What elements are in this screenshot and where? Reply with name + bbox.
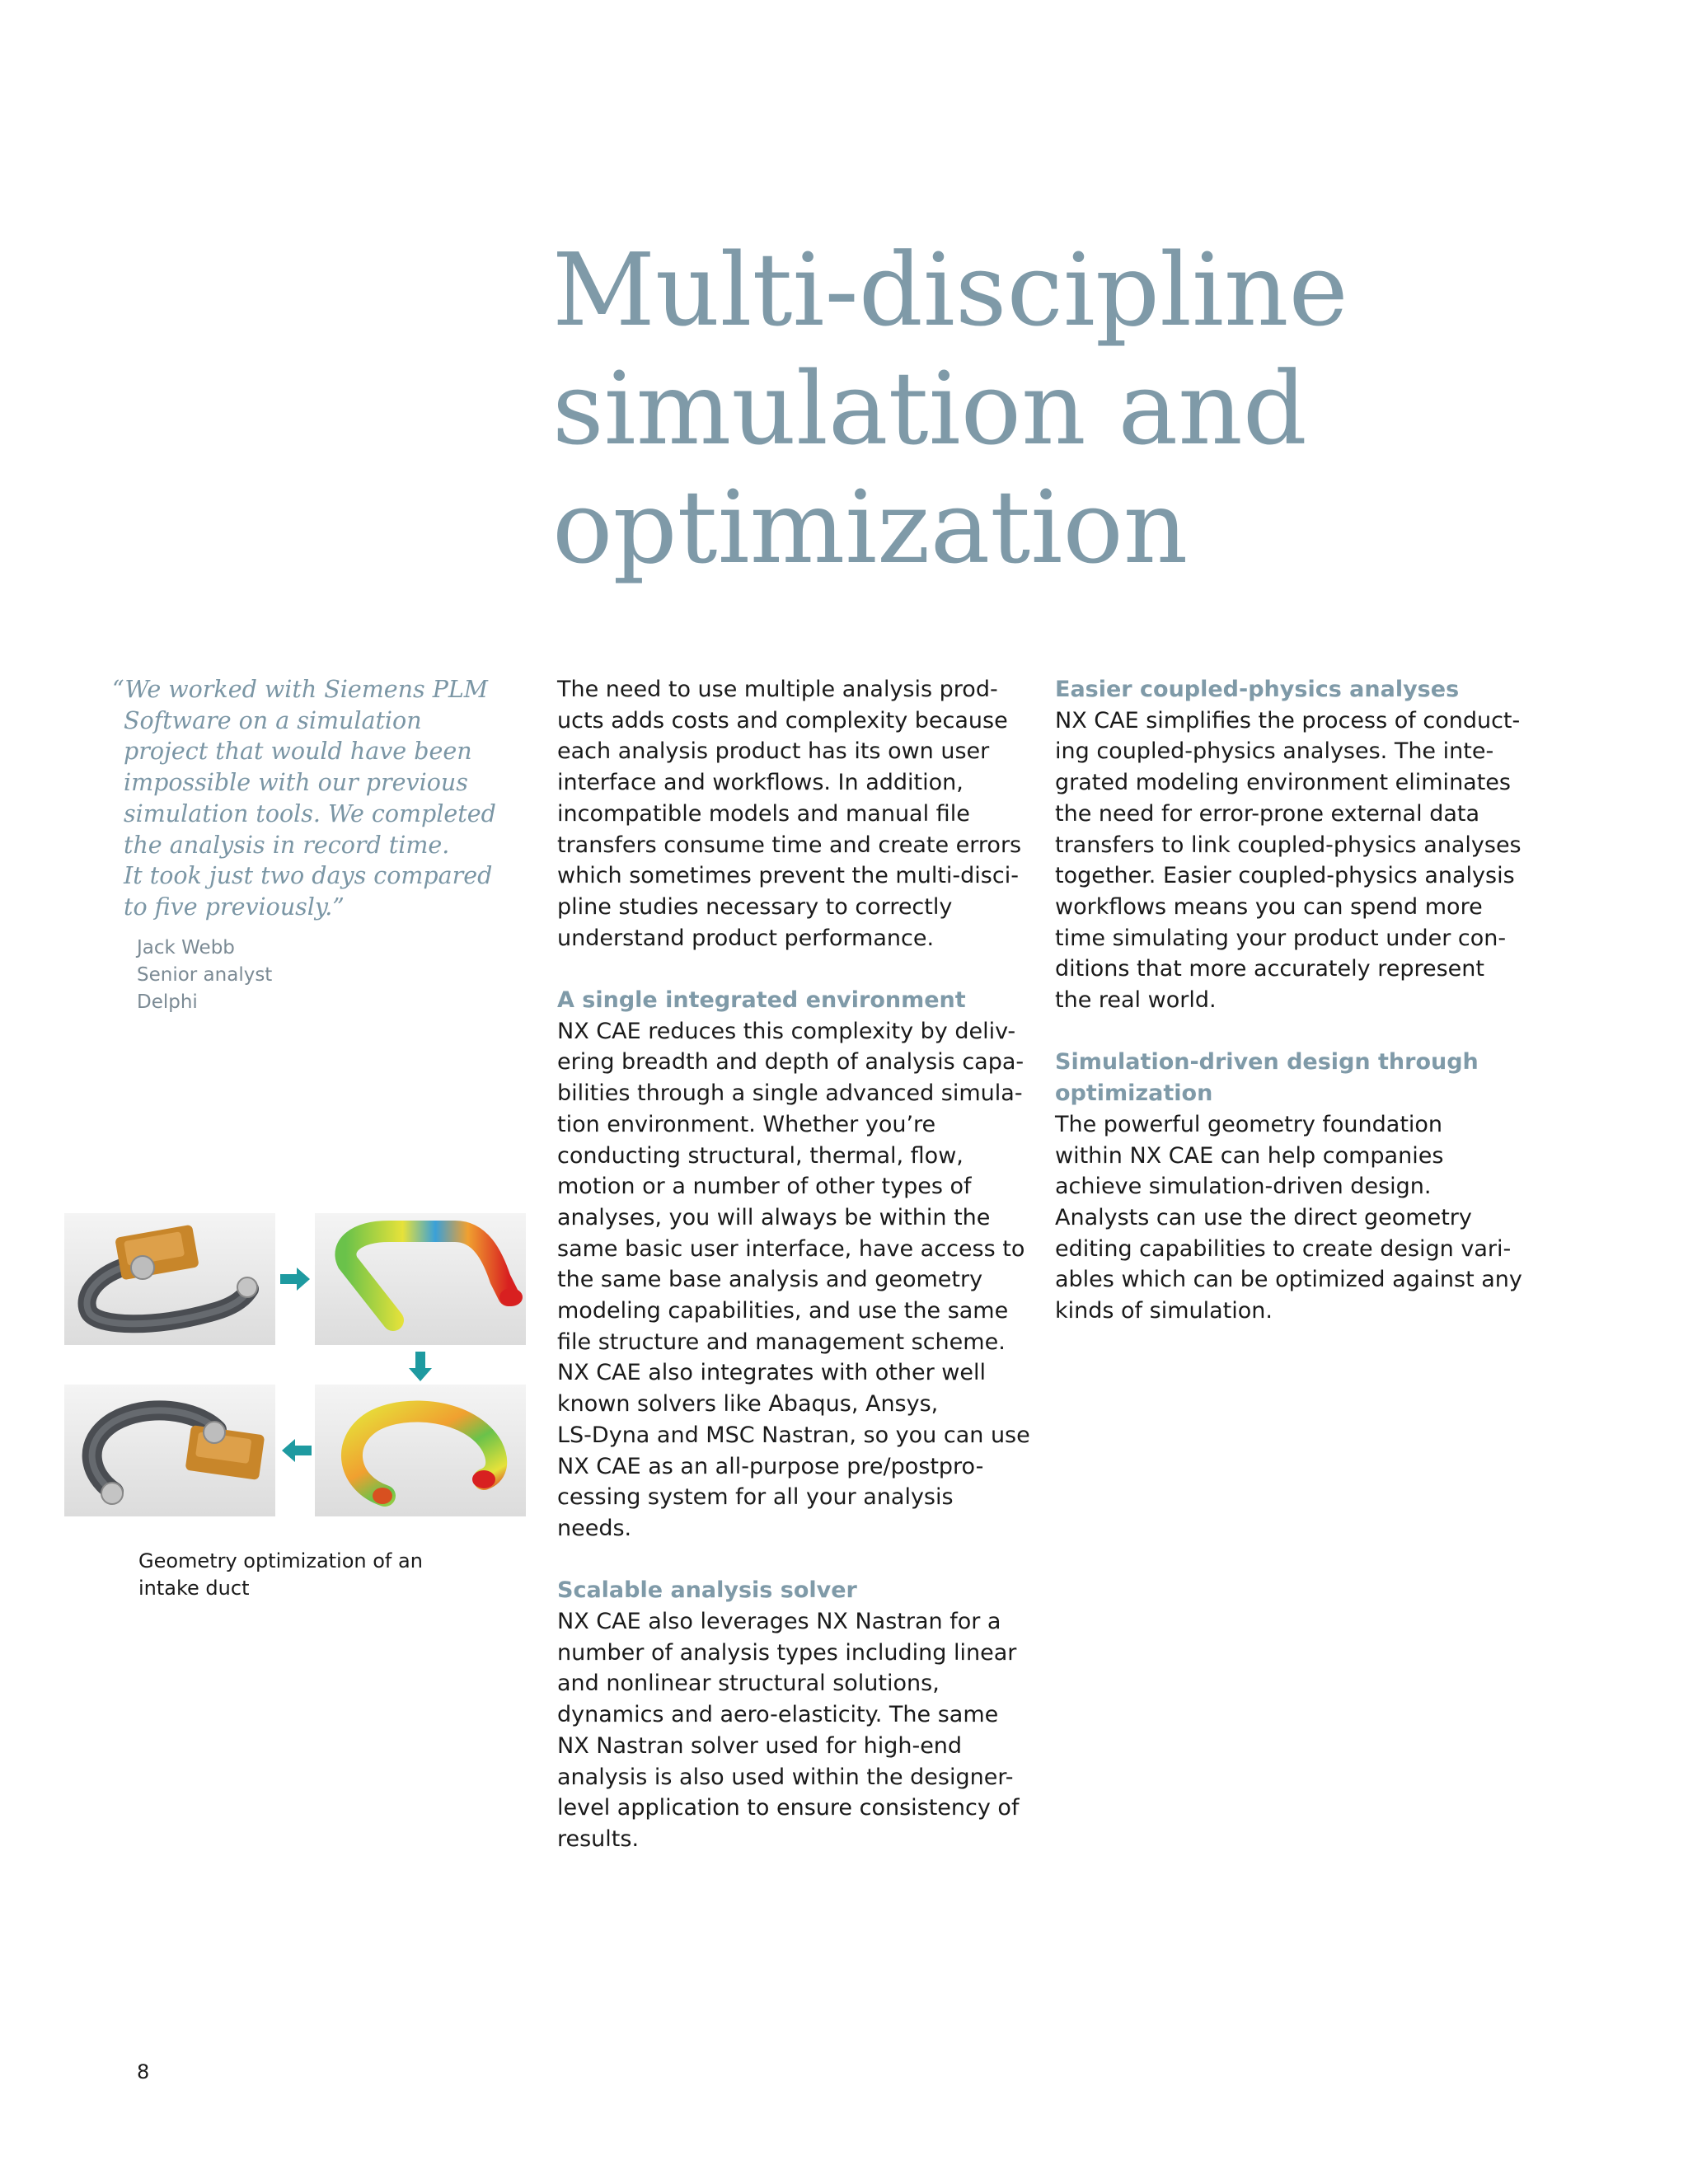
title-line: simulation and xyxy=(552,350,1307,467)
body-line: bilities through a single advanced simula- xyxy=(557,1080,1023,1107)
title-line: Multi-discipline xyxy=(552,232,1348,349)
body-line: NX CAE simplifies the process of conduct- xyxy=(1055,707,1521,733)
quote-line: simulation tools. We completed xyxy=(124,799,496,827)
attribution-company: Delphi xyxy=(137,991,198,1013)
figure-caption xyxy=(138,1548,423,1602)
body-line: conducting structural, thermal, flow, xyxy=(557,1142,964,1169)
body-line: dynamics and aero-elasticity. The same xyxy=(557,1702,999,1728)
body-line: LS-Dyna and MSC Nastran, so you can use xyxy=(557,1422,1030,1448)
body-line: analysis is also used within the designer- xyxy=(557,1764,1014,1790)
quote-line: impossible with our previous xyxy=(124,769,468,797)
arrow-down-icon xyxy=(407,1352,434,1383)
arrow-right-icon xyxy=(280,1266,312,1292)
body-line: the real world. xyxy=(1055,987,1217,1014)
body-line: transfers to link coupled-physics analyses xyxy=(1055,832,1522,858)
page-title xyxy=(552,231,1541,587)
body-line: pline studies necessary to correctly xyxy=(557,893,953,920)
quote-line: to five previously.” xyxy=(124,893,345,921)
body-line: file structure and management scheme. xyxy=(557,1329,1006,1355)
body-line: NX CAE also leverages NX Nastran for a xyxy=(557,1609,1001,1635)
body-line: The need to use multiple analysis prod- xyxy=(557,677,998,702)
title-line: optimization xyxy=(552,469,1189,586)
duct-original-image xyxy=(64,1213,275,1345)
quote-line: Software on a simulation xyxy=(124,706,422,734)
body-line: needs. xyxy=(557,1515,632,1541)
body-line: incompatible models and manual file xyxy=(557,800,970,827)
body-line: known solvers like Abaqus, Ansys, xyxy=(557,1391,939,1418)
body-line: understand product performance. xyxy=(557,925,935,951)
body-line: the same base analysis and geometry xyxy=(557,1267,983,1293)
body-line: workflows means you can spend more xyxy=(1055,893,1483,920)
body-line: tion environment. Whether you’re xyxy=(557,1111,936,1137)
quote-line: “We worked with Siemens PLM xyxy=(112,676,488,703)
arrow-left-icon xyxy=(280,1437,312,1464)
body-line: ucts adds costs and complexity because xyxy=(557,707,1008,733)
body-line: interface and workflows. In addition, xyxy=(557,770,964,796)
body-line: number of analysis types including linear xyxy=(557,1639,1017,1666)
duct-optimized-result-image xyxy=(315,1385,526,1516)
body-line: which sometimes prevent the multi-disci- xyxy=(557,863,1019,889)
body-line: cessing system for all your analysis xyxy=(557,1484,954,1511)
body-line: ering breadth and depth of analysis capa- xyxy=(557,1049,1025,1076)
body-line: within NX CAE can help companies xyxy=(1055,1142,1444,1169)
body-line: Analysts can use the direct geometry xyxy=(1055,1204,1472,1230)
section-heading-simulation-driven-design-cont: optimization xyxy=(1055,1080,1213,1107)
body-line: level application to ensure consistency of xyxy=(557,1795,1020,1821)
body-line: modeling capabilities, and use the same xyxy=(557,1298,1009,1324)
body-line: grated modeling environment eliminates xyxy=(1055,770,1511,796)
body-line: NX Nastran solver used for high-end xyxy=(557,1732,963,1759)
quote-line: It took just two days compared xyxy=(124,862,493,890)
body-line: ditions that more accurately represent xyxy=(1055,956,1484,982)
body-line: ing coupled-physics analyses. The inte- xyxy=(1055,738,1494,765)
quote-attribution xyxy=(137,935,272,1016)
body-line: transfers consume time and create errors xyxy=(557,832,1022,858)
caption-line: intake duct xyxy=(138,1577,250,1600)
body-line: and nonlinear structural solutions, xyxy=(557,1671,940,1697)
body-line: ables which can be optimized against any xyxy=(1055,1267,1522,1293)
quote-line: project that would have been xyxy=(124,738,472,766)
body-line: NX CAE as an all-purpose pre/postpro- xyxy=(557,1453,984,1479)
body-line: time simulating your product under con- xyxy=(1055,925,1507,951)
attribution-name: Jack Webb xyxy=(137,937,235,958)
duct-optimized-image xyxy=(64,1385,275,1516)
body-line: motion or a number of other types of xyxy=(557,1174,972,1200)
body-line: NX CAE reduces this complexity by deliv- xyxy=(557,1018,1016,1044)
body-line: NX CAE also integrates with other well xyxy=(557,1360,986,1386)
body-line: The powerful geometry foundation xyxy=(1055,1111,1443,1137)
text-column-middle xyxy=(557,674,1052,1855)
body-line: editing capabilities to create design vari- xyxy=(1055,1235,1512,1262)
section-heading-scalable-solver: Scalable analysis solver xyxy=(557,1577,857,1604)
quote-line: the analysis in record time. xyxy=(124,831,450,859)
body-line: analyses, you will always be within the xyxy=(557,1204,991,1230)
body-line: kinds of simulation. xyxy=(1055,1298,1273,1324)
body-line: each analysis product has its own user xyxy=(557,738,990,765)
body-line: achieve simulation-driven design. xyxy=(1055,1174,1432,1200)
text-column-right xyxy=(1055,674,1550,1327)
section-heading-simulation-driven-design: Simulation-driven design through xyxy=(1055,1049,1479,1076)
duct-simulation-result-image xyxy=(315,1213,526,1345)
intake-duct-optimization-figure xyxy=(64,1213,526,1520)
body-line: together. Easier coupled-physics analysis xyxy=(1055,863,1515,889)
body-line: results. xyxy=(557,1825,640,1852)
section-heading-coupled-physics: Easier coupled-physics analyses xyxy=(1055,677,1460,702)
body-line: same basic user interface, have access to xyxy=(557,1235,1025,1262)
page-number: 8 xyxy=(137,2060,150,2083)
caption-line: Geometry optimization of an xyxy=(138,1549,423,1572)
section-heading-integrated-environment: A single integrated environment xyxy=(557,987,966,1014)
attribution-role: Senior analyst xyxy=(137,964,273,986)
customer-quote xyxy=(112,674,519,923)
body-line: the need for error-prone external data xyxy=(1055,800,1480,827)
